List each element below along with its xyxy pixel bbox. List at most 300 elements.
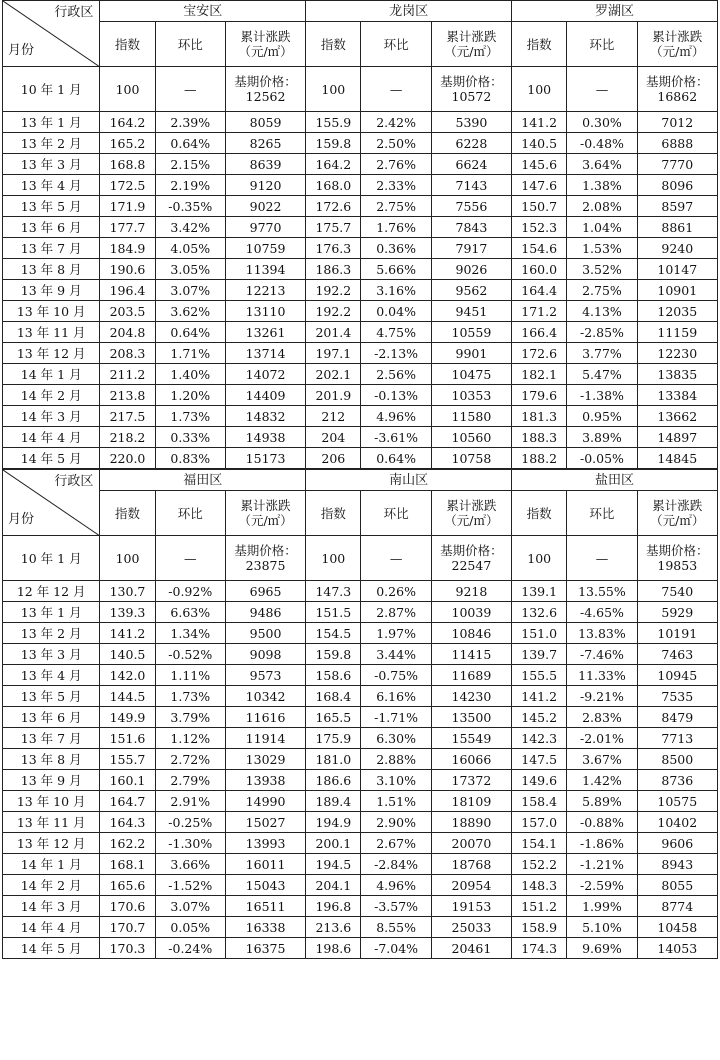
month-cell: 13 年 10 月: [3, 791, 100, 812]
table-row: [3, 385, 718, 406]
mom-cell: 0.04%: [361, 301, 431, 322]
cumulative-cell: 13110: [225, 301, 305, 322]
mom-cell: 2.88%: [361, 749, 431, 770]
index-cell: 164.2: [306, 154, 361, 175]
district-header-row: [3, 470, 718, 491]
index-cell: 148.3: [512, 875, 567, 896]
mom-cell: 3.07%: [155, 280, 225, 301]
cumulative-header-line2: （元/㎡）: [650, 44, 705, 59]
index-cell: 147.3: [306, 581, 361, 602]
index-cell: 140.5: [100, 644, 155, 665]
mom-cell: 3.67%: [567, 749, 637, 770]
index-cell: 164.4: [512, 280, 567, 301]
mom-cell: -2.13%: [361, 343, 431, 364]
cumulative-header: [637, 22, 717, 67]
index-cell: 150.7: [512, 196, 567, 217]
cumulative-header: [225, 491, 305, 536]
mom-cell: 2.90%: [361, 812, 431, 833]
index-cell: 159.8: [306, 133, 361, 154]
cumulative-cell: 13835: [637, 364, 717, 385]
mom-cell: 0.64%: [155, 133, 225, 154]
cumulative-cell: 12213: [225, 280, 305, 301]
mom-cell: 1.20%: [155, 385, 225, 406]
cumulative-cell: 7843: [431, 217, 511, 238]
index-cell: 194.5: [306, 854, 361, 875]
index-cell: 142.0: [100, 665, 155, 686]
district-name: 福田区: [100, 470, 306, 491]
table-row: [3, 217, 718, 238]
cumulative-cell: 9451: [431, 301, 511, 322]
mom-cell: 1.76%: [361, 217, 431, 238]
mom-cell: -1.38%: [567, 385, 637, 406]
index-cell: 175.7: [306, 217, 361, 238]
table-row: [3, 154, 718, 175]
month-cell: 14 年 1 月: [3, 364, 100, 385]
month-cell: 13 年 3 月: [3, 644, 100, 665]
table-row: [3, 896, 718, 917]
index-cell: 162.2: [100, 833, 155, 854]
index-cell: 165.6: [100, 875, 155, 896]
index-cell: 203.5: [100, 301, 155, 322]
mom-cell: 5.47%: [567, 364, 637, 385]
index-cell: 192.2: [306, 301, 361, 322]
month-cell: 14 年 2 月: [3, 385, 100, 406]
mom-cell: -9.21%: [567, 686, 637, 707]
index-cell: 170.3: [100, 938, 155, 959]
table-row: [3, 133, 718, 154]
cumulative-cell: 10039: [431, 602, 511, 623]
index-cell: 211.2: [100, 364, 155, 385]
mom-cell: -1.30%: [155, 833, 225, 854]
index-cell: 182.1: [512, 364, 567, 385]
mom-cell: 2.08%: [567, 196, 637, 217]
index-cell: 157.0: [512, 812, 567, 833]
month-cell: 10 年 1 月: [3, 536, 100, 581]
cumulative-cell: 16011: [225, 854, 305, 875]
district-name: 盐田区: [512, 470, 718, 491]
index-cell: 186.3: [306, 259, 361, 280]
cumulative-cell: 7556: [431, 196, 511, 217]
mom-cell: -3.57%: [361, 896, 431, 917]
table-row: [3, 602, 718, 623]
cumulative-cell: 18109: [431, 791, 511, 812]
mom-cell: 0.05%: [155, 917, 225, 938]
mom-header: 环比: [155, 491, 225, 536]
table-row: [3, 623, 718, 644]
mom-cell: 1.71%: [155, 343, 225, 364]
mom-cell: -0.88%: [567, 812, 637, 833]
mom-cell: 1.42%: [567, 770, 637, 791]
cumulative-cell: 9218: [431, 581, 511, 602]
mom-header: 环比: [155, 22, 225, 67]
index-cell: 139.7: [512, 644, 567, 665]
cumulative-cell: 13029: [225, 749, 305, 770]
cumulative-cell: 15027: [225, 812, 305, 833]
index-cell: 140.5: [512, 133, 567, 154]
mom-cell: -1.21%: [567, 854, 637, 875]
mom-cell: -1.86%: [567, 833, 637, 854]
index-cell: 204: [306, 427, 361, 448]
month-cell: 13 年 8 月: [3, 749, 100, 770]
index-cell: 152.2: [512, 854, 567, 875]
mom-cell: 1.99%: [567, 896, 637, 917]
mom-cell: 5.10%: [567, 917, 637, 938]
index-header: 指数: [306, 491, 361, 536]
base-price-value: 23875: [245, 558, 286, 573]
cumulative-cell: 10402: [637, 812, 717, 833]
index-cell: 168.8: [100, 154, 155, 175]
cumulative-cell: 18890: [431, 812, 511, 833]
index-cell: 212: [306, 406, 361, 427]
index-cell: 176.3: [306, 238, 361, 259]
table-row: [3, 854, 718, 875]
table-row: [3, 749, 718, 770]
cumulative-cell: 8096: [637, 175, 717, 196]
cumulative-cell: 10901: [637, 280, 717, 301]
index-cell: 201.9: [306, 385, 361, 406]
cumulative-cell: 13500: [431, 707, 511, 728]
district-header-row: [3, 1, 718, 22]
cumulative-cell: 10759: [225, 238, 305, 259]
mom-cell: -7.04%: [361, 938, 431, 959]
mom-cell: 1.34%: [155, 623, 225, 644]
index-cell: 171.2: [512, 301, 567, 322]
cumulative-cell: 13662: [637, 406, 717, 427]
mom-cell: 2.75%: [361, 196, 431, 217]
base-price-label: 基期价格：: [646, 74, 709, 89]
cumulative-header-line2: （元/㎡）: [238, 513, 293, 528]
mom-cell: 2.42%: [361, 112, 431, 133]
cumulative-header: [637, 491, 717, 536]
mom-cell: 6.63%: [155, 602, 225, 623]
cumulative-cell: 15549: [431, 728, 511, 749]
district-name: 南山区: [306, 470, 512, 491]
mom-cell: -2.84%: [361, 854, 431, 875]
index-cell: 154.6: [512, 238, 567, 259]
index-cell: 151.0: [512, 623, 567, 644]
index-cell: 204.8: [100, 322, 155, 343]
mom-cell: 2.75%: [567, 280, 637, 301]
cumulative-cell: 6888: [637, 133, 717, 154]
index-cell: 144.5: [100, 686, 155, 707]
cumulative-cell: 8059: [225, 112, 305, 133]
base-price-value: 19853: [657, 558, 698, 573]
index-cell: 208.3: [100, 343, 155, 364]
mom-cell: -0.92%: [155, 581, 225, 602]
index-cell: 165.5: [306, 707, 361, 728]
index-cell: 168.4: [306, 686, 361, 707]
month-cell: 13 年 2 月: [3, 133, 100, 154]
cumulative-cell: 13938: [225, 770, 305, 791]
index-cell: 204.1: [306, 875, 361, 896]
index-cell: 172.5: [100, 175, 155, 196]
index-cell: 155.9: [306, 112, 361, 133]
cumulative-cell: 8774: [637, 896, 717, 917]
cumulative-cell: 9500: [225, 623, 305, 644]
mom-cell: 3.77%: [567, 343, 637, 364]
mom-cell: 1.12%: [155, 728, 225, 749]
base-price-cell: [431, 67, 511, 112]
cumulative-cell: 14832: [225, 406, 305, 427]
index-cell: 170.6: [100, 896, 155, 917]
base-price-label: 基期价格：: [440, 74, 503, 89]
table-row: [3, 343, 718, 364]
mom-cell: -4.65%: [567, 602, 637, 623]
mom-cell: 11.33%: [567, 665, 637, 686]
index-cell: 151.2: [512, 896, 567, 917]
table-row: [3, 833, 718, 854]
table-row: [3, 581, 718, 602]
base-index-cell: 100: [306, 67, 361, 112]
cumulative-cell: 9120: [225, 175, 305, 196]
cumulative-cell: 8055: [637, 875, 717, 896]
index-cell: 196.4: [100, 280, 155, 301]
cumulative-cell: 11415: [431, 644, 511, 665]
cumulative-cell: 9606: [637, 833, 717, 854]
index-cell: 142.3: [512, 728, 567, 749]
month-cell: 13 年 11 月: [3, 322, 100, 343]
month-cell: 13 年 1 月: [3, 112, 100, 133]
base-index-cell: 100: [306, 536, 361, 581]
mom-cell: 3.42%: [155, 217, 225, 238]
index-cell: 213.6: [306, 917, 361, 938]
month-cell: 13 年 9 月: [3, 280, 100, 301]
cumulative-cell: 9573: [225, 665, 305, 686]
cumulative-cell: 14409: [225, 385, 305, 406]
district-axis-label: 行政区: [54, 474, 94, 489]
index-cell: 130.7: [100, 581, 155, 602]
cumulative-cell: 10559: [431, 322, 511, 343]
mom-cell: -1.52%: [155, 875, 225, 896]
mom-cell: 2.79%: [155, 770, 225, 791]
index-cell: 164.7: [100, 791, 155, 812]
district-name: 宝安区: [100, 1, 306, 22]
mom-cell: -0.24%: [155, 938, 225, 959]
table-row: [3, 791, 718, 812]
index-cell: 175.9: [306, 728, 361, 749]
base-price-value: 22547: [451, 558, 492, 573]
month-cell: 13 年 6 月: [3, 217, 100, 238]
base-price-value: 12562: [245, 89, 286, 104]
index-cell: 197.1: [306, 343, 361, 364]
cumulative-cell: 13993: [225, 833, 305, 854]
cumulative-cell: 7770: [637, 154, 717, 175]
month-cell: 13 年 7 月: [3, 728, 100, 749]
cumulative-cell: 6624: [431, 154, 511, 175]
cumulative-header: [431, 491, 511, 536]
index-cell: 202.1: [306, 364, 361, 385]
mom-cell: 3.07%: [155, 896, 225, 917]
table-row: [3, 917, 718, 938]
district-name: 罗湖区: [512, 1, 718, 22]
mom-cell: 3.62%: [155, 301, 225, 322]
month-cell: 13 年 12 月: [3, 833, 100, 854]
cumulative-cell: 10475: [431, 364, 511, 385]
cumulative-cell: 8500: [637, 749, 717, 770]
cumulative-cell: 10342: [225, 686, 305, 707]
index-cell: 171.9: [100, 196, 155, 217]
month-cell: 13 年 5 月: [3, 686, 100, 707]
cumulative-cell: 7012: [637, 112, 717, 133]
cumulative-cell: 16338: [225, 917, 305, 938]
mom-cell: 0.64%: [155, 322, 225, 343]
index-cell: 170.7: [100, 917, 155, 938]
mom-header: 环比: [361, 22, 431, 67]
mom-cell: 2.87%: [361, 602, 431, 623]
diagonal-header-cell: [3, 470, 100, 536]
cumulative-header: [225, 22, 305, 67]
cumulative-cell: 10945: [637, 665, 717, 686]
cumulative-cell: 10191: [637, 623, 717, 644]
cumulative-cell: 14053: [637, 938, 717, 959]
index-cell: 179.6: [512, 385, 567, 406]
index-cell: 188.2: [512, 448, 567, 469]
index-cell: 174.3: [512, 938, 567, 959]
index-header: 指数: [306, 22, 361, 67]
mom-cell: 5.66%: [361, 259, 431, 280]
month-cell: 14 年 2 月: [3, 875, 100, 896]
cumulative-cell: 6228: [431, 133, 511, 154]
cumulative-cell: 9026: [431, 259, 511, 280]
index-cell: 168.1: [100, 854, 155, 875]
month-cell: 13 年 8 月: [3, 259, 100, 280]
index-cell: 168.0: [306, 175, 361, 196]
index-cell: 217.5: [100, 406, 155, 427]
cumulative-cell: 7713: [637, 728, 717, 749]
index-cell: 213.8: [100, 385, 155, 406]
table-row: [3, 448, 718, 469]
table-row: [3, 427, 718, 448]
mom-header: 环比: [567, 491, 637, 536]
cumulative-cell: 16066: [431, 749, 511, 770]
cumulative-cell: 14990: [225, 791, 305, 812]
table-row: [3, 196, 718, 217]
cumulative-cell: 9562: [431, 280, 511, 301]
table-row: [3, 665, 718, 686]
cumulative-cell: 9240: [637, 238, 717, 259]
cumulative-cell: 5390: [431, 112, 511, 133]
index-cell: 147.6: [512, 175, 567, 196]
mom-header: 环比: [361, 491, 431, 536]
mom-cell: -0.52%: [155, 644, 225, 665]
cumulative-header: [431, 22, 511, 67]
month-cell: 13 年 6 月: [3, 707, 100, 728]
index-cell: 181.0: [306, 749, 361, 770]
index-cell: 145.6: [512, 154, 567, 175]
cumulative-cell: 12230: [637, 343, 717, 364]
cumulative-cell: 16511: [225, 896, 305, 917]
mom-cell: -7.46%: [567, 644, 637, 665]
index-cell: 188.3: [512, 427, 567, 448]
month-cell: 14 年 3 月: [3, 896, 100, 917]
cumulative-cell: 8265: [225, 133, 305, 154]
month-cell: 14 年 5 月: [3, 448, 100, 469]
cumulative-cell: 10846: [431, 623, 511, 644]
mom-cell: 0.95%: [567, 406, 637, 427]
mom-cell: 1.38%: [567, 175, 637, 196]
index-cell: 151.6: [100, 728, 155, 749]
table-row: [3, 238, 718, 259]
index-cell: 155.5: [512, 665, 567, 686]
index-cell: 172.6: [306, 196, 361, 217]
mom-cell: 13.55%: [567, 581, 637, 602]
mom-cell: 1.73%: [155, 686, 225, 707]
cumulative-cell: 25033: [431, 917, 511, 938]
cumulative-cell: 19153: [431, 896, 511, 917]
index-cell: 141.2: [100, 623, 155, 644]
index-cell: 200.1: [306, 833, 361, 854]
month-axis-label: 月份: [8, 43, 35, 58]
mom-cell: 0.64%: [361, 448, 431, 469]
mom-cell: 1.51%: [361, 791, 431, 812]
mom-cell: -0.05%: [567, 448, 637, 469]
month-cell: 14 年 3 月: [3, 406, 100, 427]
diagonal-header-cell: [3, 1, 100, 67]
cumulative-cell: 8479: [637, 707, 717, 728]
mom-cell: 0.36%: [361, 238, 431, 259]
cumulative-cell: 11580: [431, 406, 511, 427]
table-row: [3, 875, 718, 896]
mom-cell: 3.16%: [361, 280, 431, 301]
index-cell: 201.4: [306, 322, 361, 343]
cumulative-cell: 9022: [225, 196, 305, 217]
base-index-cell: 100: [512, 67, 567, 112]
column-header-row: [3, 491, 718, 536]
cumulative-header-line1: 累计涨跌: [240, 498, 291, 513]
index-cell: 166.4: [512, 322, 567, 343]
dash-cell: —: [155, 67, 225, 112]
table-row: [3, 259, 718, 280]
cumulative-cell: 9098: [225, 644, 305, 665]
mom-cell: 1.11%: [155, 665, 225, 686]
cumulative-cell: 14072: [225, 364, 305, 385]
cumulative-cell: 17372: [431, 770, 511, 791]
base-price-cell: [637, 536, 717, 581]
month-cell: 13 年 4 月: [3, 175, 100, 196]
mom-cell: 1.53%: [567, 238, 637, 259]
mom-cell: 2.56%: [361, 364, 431, 385]
cumulative-cell: 10575: [637, 791, 717, 812]
index-cell: 220.0: [100, 448, 155, 469]
mom-cell: 0.26%: [361, 581, 431, 602]
mom-cell: 2.72%: [155, 749, 225, 770]
cumulative-cell: 13714: [225, 343, 305, 364]
index-cell: 139.3: [100, 602, 155, 623]
index-cell: 189.4: [306, 791, 361, 812]
month-cell: 14 年 5 月: [3, 938, 100, 959]
index-cell: 147.5: [512, 749, 567, 770]
index-cell: 141.2: [512, 112, 567, 133]
table-row: [3, 686, 718, 707]
cumulative-cell: 13384: [637, 385, 717, 406]
district-name: 龙岗区: [306, 1, 512, 22]
index-cell: 177.7: [100, 217, 155, 238]
table-row: [3, 301, 718, 322]
base-price-label: 基期价格：: [646, 543, 709, 558]
index-cell: 172.6: [512, 343, 567, 364]
index-cell: 149.9: [100, 707, 155, 728]
table-row: [3, 322, 718, 343]
base-period-row: [3, 67, 718, 112]
index-header: 指数: [100, 22, 155, 67]
price-table-1: [2, 0, 718, 469]
cumulative-cell: 10560: [431, 427, 511, 448]
cumulative-cell: 10458: [637, 917, 717, 938]
mom-cell: 2.76%: [361, 154, 431, 175]
table-row: [3, 938, 718, 959]
cumulative-header-line1: 累计涨跌: [446, 29, 497, 44]
mom-cell: 3.89%: [567, 427, 637, 448]
